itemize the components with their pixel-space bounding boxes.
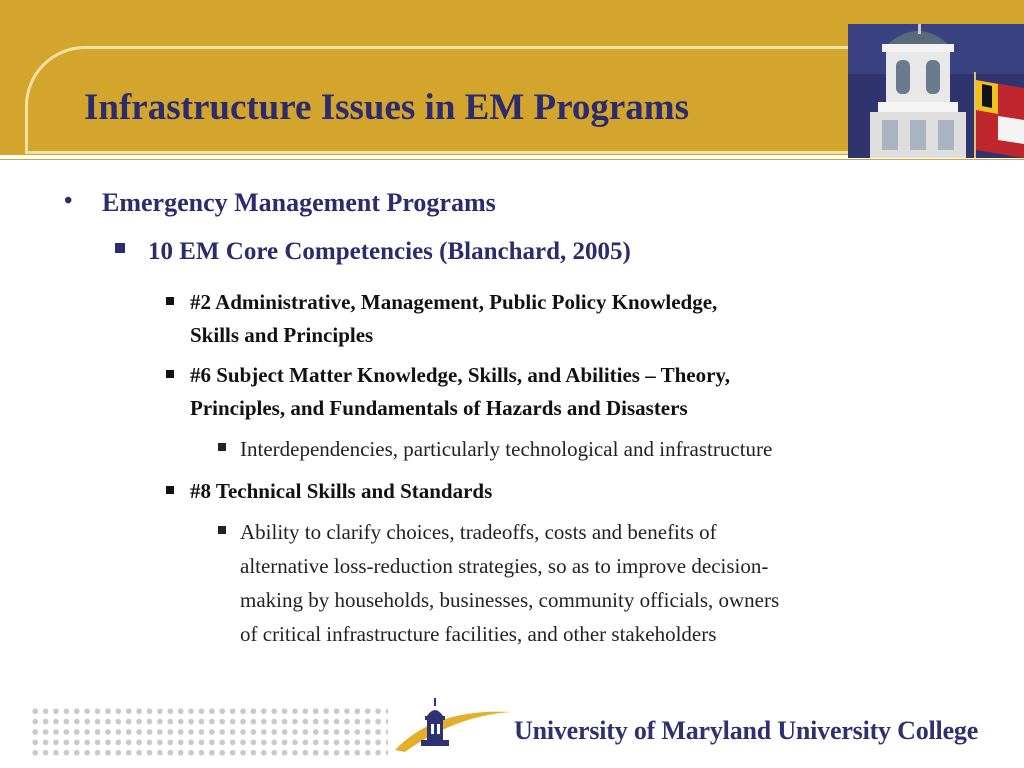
bullet-line: Ability to clarify choices, tradeoffs, costs and benefits of [240,520,717,544]
footer-dot-pattern [30,706,388,758]
bullet-interdependencies [240,432,950,466]
square-bullet-icon [166,486,174,494]
round-bullet-marker: • [64,188,73,214]
bullet-line: Principles, and Fundamentals of Hazards and Disasters [190,396,688,420]
slide-title: Infrastructure Issues in EM Programs [84,87,689,128]
bullet-core-competencies [148,238,631,266]
square-bullet-icon [166,297,174,305]
square-bullet-icon [115,243,125,253]
square-bullet-icon [166,370,174,378]
bullet-text: Emergency Management Programs [102,188,496,217]
bullet-line: of critical infrastructure facilities, and other stakeholders [240,622,717,646]
bullet-competency-8 [190,475,960,508]
bullet-line: alternative loss-reduction strategies, so as to improve decision- [240,554,769,578]
bullet-text: 10 EM Core Competencies (Blanchard, 2005) [148,238,631,265]
bullet-line: Skills and Principles [190,323,374,347]
institution-name: University of Maryland University College [514,716,979,745]
bullet-line: #2 Administrative, Management, Public Policy Knowledge, [190,290,718,314]
bullet-text: #8 Technical Skills and Standards [190,479,493,503]
square-bullet-icon [218,526,226,534]
square-bullet-icon [218,443,226,451]
cupola-swoosh-icon [395,694,513,756]
bullet-text: Interdependencies, particularly technological and infrastructure [240,437,773,461]
bullet-ability-to-clarify [240,515,950,651]
bullet-emergency-management-programs [64,188,496,218]
bullet-competency-6 [190,359,960,425]
bullet-line: making by households, businesses, community officials, owners [240,588,780,612]
bullet-competency-2 [190,286,960,352]
bullet-line: #6 Subject Matter Knowledge, Skills, and Abilities – Theory, [190,363,731,387]
